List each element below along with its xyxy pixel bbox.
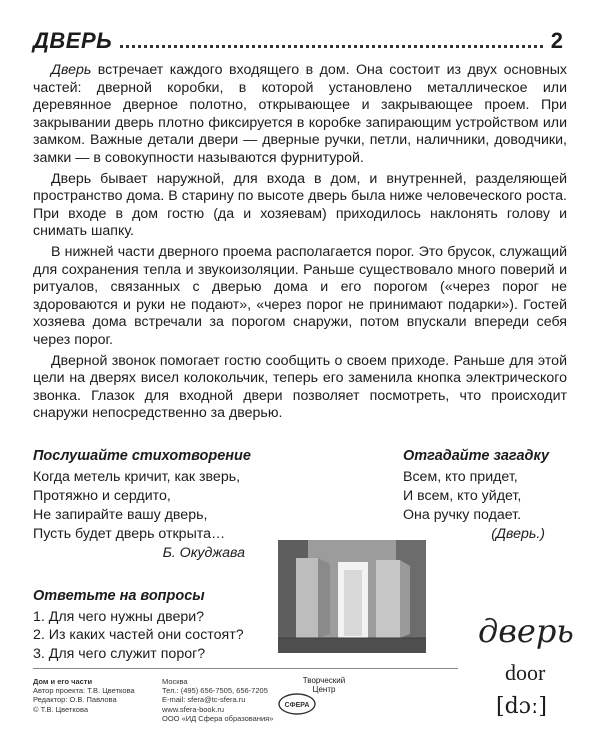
footer-website: www.sfera-book.ru <box>162 704 225 714</box>
paragraph-1 <box>33 62 567 168</box>
door-photo <box>278 540 426 653</box>
footer-email: E-mail: sfera@tc-sfera.ru <box>162 695 246 705</box>
footer-divider <box>33 668 458 669</box>
footer-credits <box>33 677 153 714</box>
title-leader-dots <box>120 45 543 48</box>
page-title: ДВЕРЬ <box>33 28 113 53</box>
paragraph-3: В нижней части дверного проема располагается порог. Это брусок, служащий для сохранения тепла и звукоизоляции. Раньше существовало много поверий и ритуалов, связанных с дверью дома и его порогом («через порог не здороваются и руки не подают», «через порог не принимают подарки»). Гостей хозяева дома встречали за порогом снаружи, потом впускали впереди себя через порог. <box>33 243 567 348</box>
logo-mark-icon <box>277 692 317 716</box>
questions-heading: Ответьте на вопросы <box>33 588 205 604</box>
paragraph-2: Дверь бывает наружной, для входа в дом, и внутренней, разделяющей пространство дома. В старину по высоте дверь была ниже человеческого роста. При входе в дом гостю (да и хозяевам) приходилось наклонять голову и снимать шапку. <box>33 170 567 240</box>
logo-mark-text: СФЕРА <box>284 702 310 709</box>
footer-publisher: ООО «ИД Сфера образования» <box>162 713 274 723</box>
logo-line-2: Центр <box>312 684 336 694</box>
question-item: 1. Для чего нужны двери? <box>33 608 205 625</box>
title-row <box>33 24 563 54</box>
footer-series: Дом и его части <box>33 677 93 686</box>
riddle-line: И всем, кто уйдет, <box>403 488 522 504</box>
footer-editor: Редактор: О.В. Павлова <box>33 695 117 705</box>
main-text <box>33 62 567 426</box>
riddle-line: Всем, кто придет, <box>403 469 518 485</box>
riddle-block <box>403 447 563 544</box>
footer-author: Автор проекта: Т.В. Цветкова <box>33 686 135 696</box>
question-item: 3. Для чего служит порог? <box>33 645 206 662</box>
poem-line: Не запирайте вашу дверь, <box>33 507 208 523</box>
transcription: [dɔː] <box>496 694 547 719</box>
riddle-heading: Отгадайте загадку <box>403 448 550 464</box>
publisher-logo <box>277 677 352 725</box>
questions-block <box>33 587 293 663</box>
paragraph-lead-word: Дверь <box>51 62 92 78</box>
footer-city: Москва <box>162 677 188 686</box>
footer-copyright: © Т.В. Цветкова <box>33 704 89 714</box>
poem-line: Когда метель кричит, как зверь, <box>33 469 241 485</box>
poem-author: Б. Окуджава <box>162 545 245 561</box>
footer-contacts <box>162 677 282 723</box>
poem-line: Пусть будет дверь открыта… <box>33 526 226 542</box>
handwritten-word: дверь <box>478 612 574 650</box>
footer-phone: Тел.: (495) 656-7505, 656-7205 <box>162 686 268 696</box>
riddle-answer: (Дверь.) <box>491 526 545 542</box>
paragraph-text: встречает каждого входящего в дом. Она состоит из двух основных частей: дверной коробки, в которой установлено металлическое или деревянное дверное полотно, открывающее и закрывающее проем. При закрывании дверь плотно фиксируется в коробке запирающим устройством или замком. Важные детали двери — дверные ручки, петли, наличники, доводчики, замки — в совокупности называются фурнитурой. <box>33 62 567 166</box>
question-item: 2. Из каких частей они состоят? <box>33 627 244 643</box>
poem-line: Протяжно и сердито, <box>33 488 171 504</box>
riddle-line: Она ручку подает. <box>403 507 522 523</box>
door-photo-illustration <box>278 540 426 653</box>
english-word: door <box>505 660 546 685</box>
page-number: 2 <box>550 28 563 53</box>
paragraph-4: Дверной звонок помогает гостю сообщить о своем приходе. Раньше для этой цели на дверях висел колокольчик, теперь его заменила кнопка электрического звонка. Глазок для входной двери позволяет посмотреть, что происходит снаружи непосредственно за дверью. <box>33 352 567 422</box>
logo-line-1: Творческий <box>302 676 346 685</box>
poem-heading: Послушайте стихотворение <box>33 448 251 464</box>
